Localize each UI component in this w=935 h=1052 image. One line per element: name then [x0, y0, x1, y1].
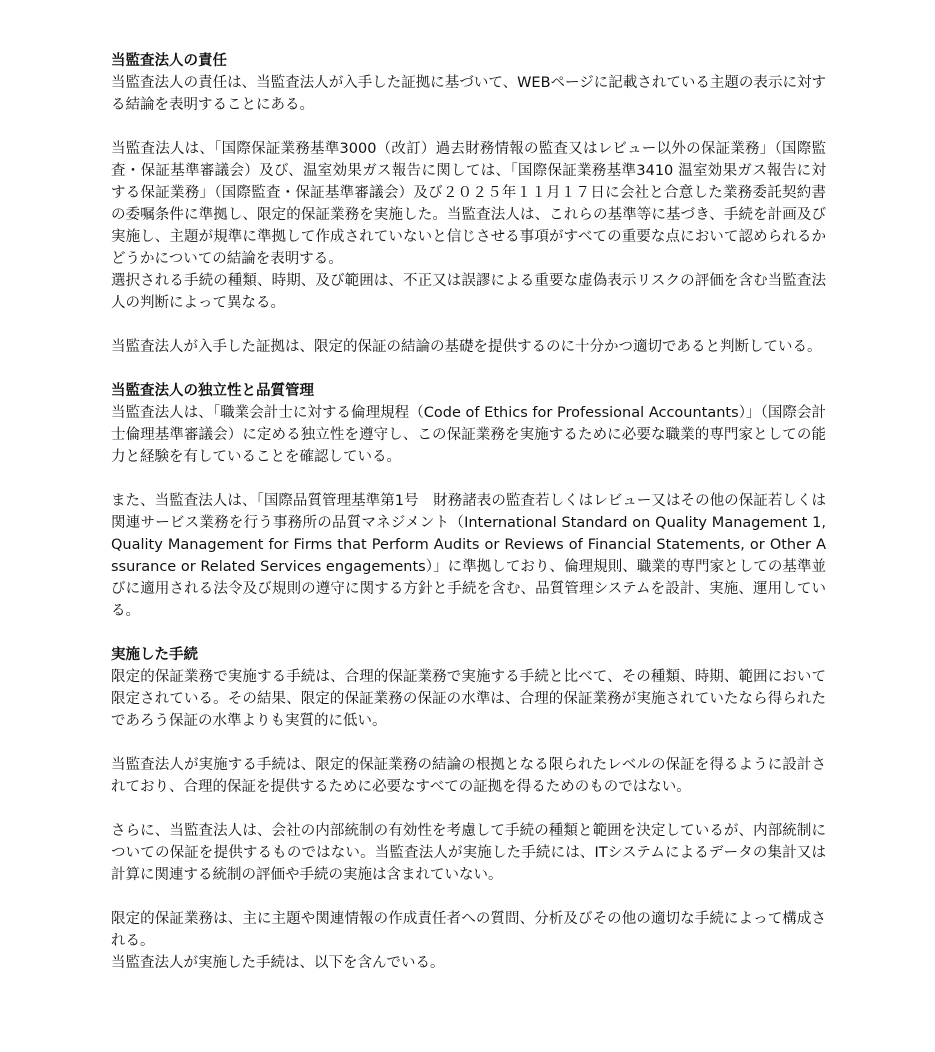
paragraph: 選択される手続の種類、時期、及び範囲は、不正又は誤謬による重要な虚偽表示リスクの評価を含む当監査法人の判断によって異なる。	[111, 273, 826, 311]
paragraph-gap	[111, 732, 826, 754]
paragraph-gap	[111, 468, 826, 490]
document-body	[111, 50, 826, 974]
section-independence	[111, 380, 826, 622]
paragraph-gap	[111, 886, 826, 908]
section-gap	[111, 622, 826, 644]
section-heading: 当監査法人の責任	[111, 53, 227, 69]
section-procedures	[111, 644, 826, 974]
section-responsibility	[111, 50, 826, 358]
paragraph: 当監査法人は、「国際保証業務基準3000（改訂）過去財務情報の監査又はレビュー以外の保証業務」（国際監査・保証基準審議会）及び、温室効果ガス報告に関しては、「国際保証業務基準3410 温室効果ガス報告に対する保証業務」（国際監査・保証基準審議会）及び２０２５年１１月１７日に会社と合意した業務委託契約書の委嘱条件に準拠し、限定的保証業務を実施した。当監査法人は、これらの基準等に基づき、手続を計画及び実施し、主題が規準に準拠して作成されていないと信じさせる事項がすべての重要な点において認められるかどうかについての結論を表明する。	[111, 141, 826, 267]
paragraph-gap	[111, 116, 826, 138]
paragraph: 限定的保証業務で実施する手続は、合理的保証業務で実施する手続と比べて、その種類、時期、範囲において限定されている。その結果、限定的保証業務の保証の水準は、合理的保証業務が実施されていたなら得られたであろう保証の水準よりも実質的に低い。	[111, 669, 826, 729]
section-heading: 当監査法人の独立性と品質管理	[111, 383, 314, 399]
paragraph: 限定的保証業務は、主に主題や関連情報の作成責任者への質問、分析及びその他の適切な手続によって構成される。	[111, 911, 826, 949]
paragraph: さらに、当監査法人は、会社の内部統制の有効性を考慮して手続の種類と範囲を決定しているが、内部統制についての保証を提供するものではない。当監査法人が実施した手続には、ITシステムによるデータの集計又は計算に関連する統制の評価や手続の実施は含まれていない。	[111, 823, 826, 883]
paragraph: 当監査法人は、「職業会計士に対する倫理規程（Code of Ethics for Professional Accountants）」（国際会計士倫理基準審議会）に定める独立性を遵守し、この保証業務を実施するために必要な職業的専門家としての能力と経験を有していることを確認している。	[111, 405, 826, 465]
paragraph: 当監査法人の責任は、当監査法人が入手した証拠に基づいて、WEBページに記載されている主題の表示に対する結論を表明することにある。	[111, 75, 826, 113]
paragraph-gap	[111, 314, 826, 336]
paragraph: 当監査法人が実施する手続は、限定的保証業務の結論の根拠となる限られたレベルの保証を得るように設計されており、合理的保証を提供するために必要なすべての証拠を得るためのものではない。	[111, 757, 826, 795]
paragraph: 当監査法人が実施した手続は、以下を含んでいる。	[111, 955, 445, 971]
paragraph: また、当監査法人は、「国際品質管理基準第1号 財務諸表の監査若しくはレビュー又はその他の保証若しくは関連サービス業務を行う事務所の品質マネジメント（International Standard on Quality Management 1, Quality Management for Firms that Perform Audits or Reviews of Financial Statements, or Other Assurance or Related Services engagements）」に準拠しており、倫理規則、職業的専門家としての基準並びに適用される法令及び規則の遵守に関する方針と手続を含む、品質管理システムを設計、実施、運用している。	[111, 493, 826, 619]
paragraph: 当監査法人が入手した証拠は、限定的保証の結論の基礎を提供するのに十分かつ適切であると判断している。	[111, 339, 822, 355]
paragraph-gap	[111, 798, 826, 820]
section-gap	[111, 358, 826, 380]
section-heading: 実施した手続	[111, 647, 198, 663]
